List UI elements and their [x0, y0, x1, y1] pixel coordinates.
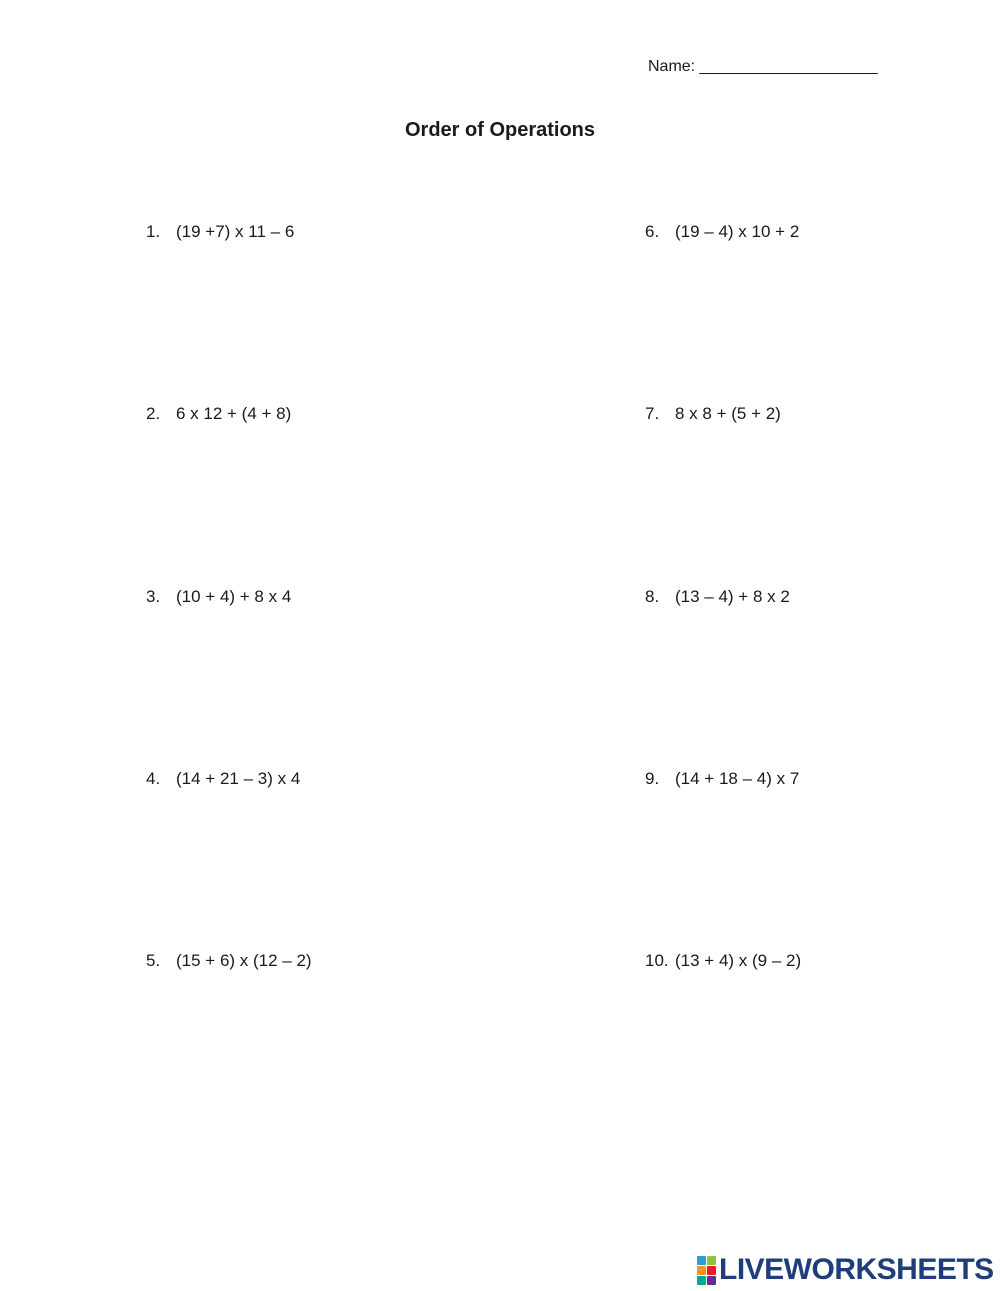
- problem-expression: (13 + 4) x (9 – 2): [675, 951, 802, 970]
- problem-4: [146, 769, 300, 789]
- problem-expression: 8 x 8 + (5 + 2): [675, 404, 781, 423]
- problem-7: [645, 404, 781, 424]
- problem-expression: 6 x 12 + (4 + 8): [176, 404, 292, 423]
- problem-expression: (14 + 21 – 3) x 4: [176, 769, 301, 788]
- problem-number: 3.: [146, 587, 161, 606]
- problem-expression: (14 + 18 – 4) x 7: [675, 769, 800, 788]
- problem-2: [146, 404, 291, 424]
- logo-block: [697, 1276, 706, 1285]
- problem-expression: (19 – 4) x 10 + 2: [675, 222, 800, 241]
- problem-number: 9.: [645, 769, 660, 788]
- logo-block: [707, 1266, 716, 1275]
- problem-number: 1.: [146, 222, 161, 241]
- problem-number: 4.: [146, 769, 161, 788]
- logo-block: [697, 1266, 706, 1275]
- logo-blocks-icon: [697, 1256, 716, 1285]
- logo-block: [707, 1276, 716, 1285]
- problem-number: 5.: [146, 951, 161, 970]
- problem-8: [645, 587, 790, 607]
- problem-expression: (19 +7) x 11 – 6: [176, 222, 295, 241]
- problem-number: 6.: [645, 222, 660, 241]
- problem-9: [645, 769, 799, 789]
- problem-expression: (15 + 6) x (12 – 2): [176, 951, 312, 970]
- problem-number: 8.: [645, 587, 660, 606]
- problem-expression: (10 + 4) + 8 x 4: [176, 587, 292, 606]
- problem-expression: (13 – 4) + 8 x 2: [675, 587, 790, 606]
- logo-block: [697, 1256, 706, 1265]
- problem-10: [645, 951, 801, 971]
- liveworksheets-logo: [697, 1253, 994, 1287]
- problem-1: [146, 222, 294, 242]
- logo-text: LIVEWORKSHEETS: [719, 1253, 994, 1286]
- problem-5: [146, 951, 312, 971]
- problem-number: 2.: [146, 404, 161, 423]
- problem-6: [645, 222, 799, 242]
- problem-3: [146, 587, 291, 607]
- problem-number: 10.: [645, 951, 669, 970]
- name-field-label: Name: ____________________: [648, 58, 878, 75]
- logo-block: [707, 1256, 716, 1265]
- page-title: Order of Operations: [404, 119, 596, 141]
- problem-number: 7.: [645, 404, 660, 423]
